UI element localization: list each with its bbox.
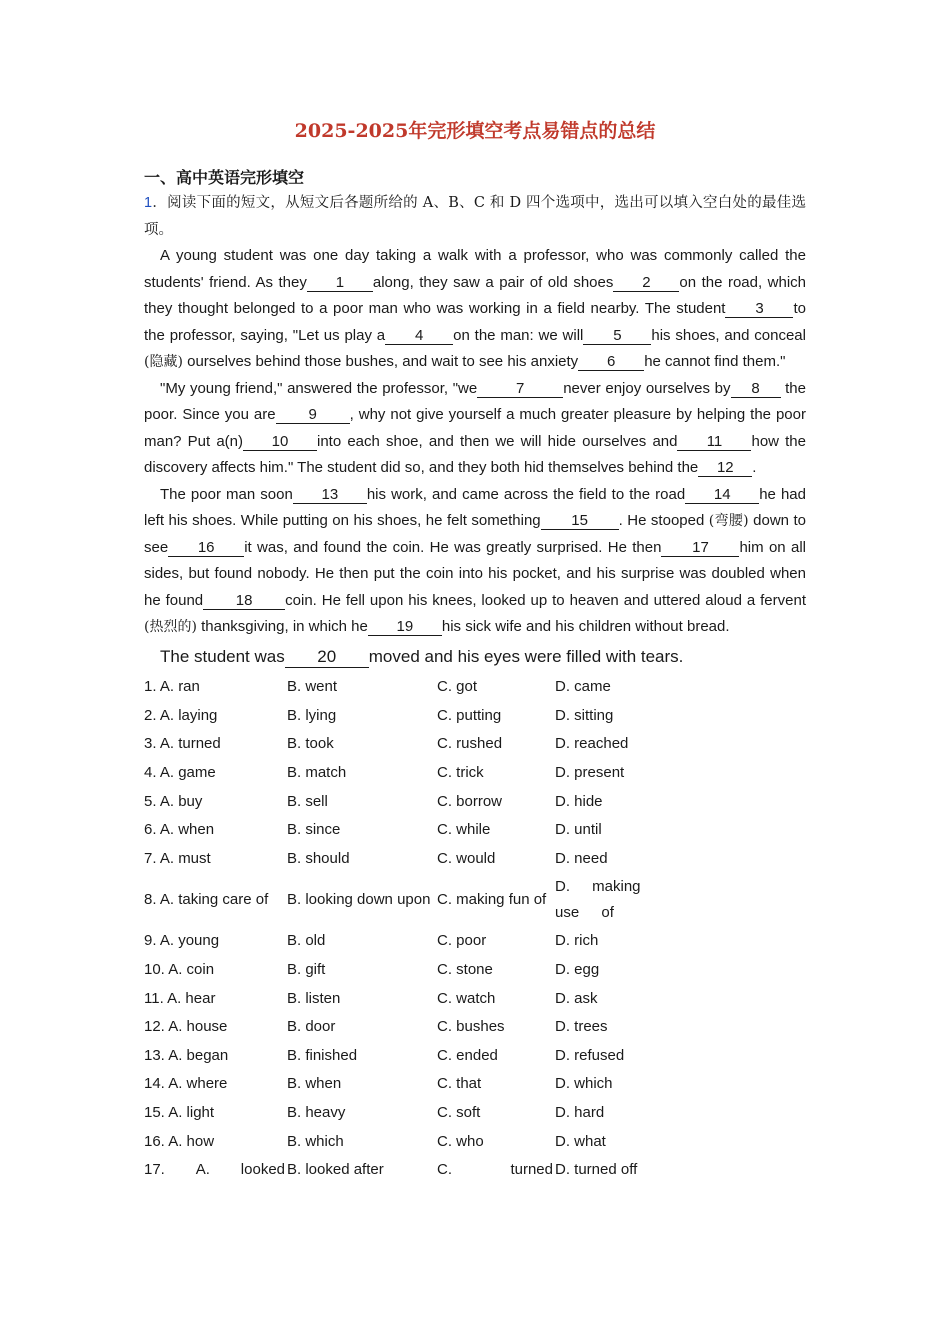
- passage-paragraph-1: A young student was one day taking a walk with a professor, who was commonly called the students' friend. As they 1 along, they saw a pair of old shoes 2 on the road, which they thought belonged to a poor man who was working in a field nearby. The student 3 to the professor, saying, "Let us play a 4 on the man: we will 5 his shoes, and conceal (隐藏) ourselves behind those bushes, and wait to see his anxiety 6 he cannot find them.": [144, 247, 807, 370]
- option-row: [144, 815, 806, 844]
- option-row: [144, 1041, 806, 1070]
- option-row: [144, 873, 806, 927]
- option-a[interactable]: 6. A. when: [144, 821, 215, 839]
- document-content: [144, 166, 806, 1184]
- option-a[interactable]: 2. A. laying: [144, 706, 218, 724]
- option-b[interactable]: B. door: [287, 1018, 336, 1036]
- option-d[interactable]: D. reached: [555, 735, 629, 753]
- blank-6[interactable]: 6: [578, 354, 644, 371]
- option-c[interactable]: C. turned: [437, 1161, 553, 1179]
- blank-13[interactable]: 13: [293, 487, 367, 504]
- section-heading: 一、高中英语完形填空: [144, 168, 305, 187]
- question-number: 1: [144, 195, 153, 211]
- option-c[interactable]: C. who: [437, 1132, 484, 1150]
- option-b[interactable]: B. finished: [287, 1046, 358, 1064]
- option-c[interactable]: C. would: [437, 849, 496, 867]
- option-a[interactable]: 9. A. young: [144, 932, 220, 950]
- blank-19[interactable]: 19: [368, 619, 442, 636]
- option-d[interactable]: D. making use of: [555, 877, 641, 921]
- option-d[interactable]: D. hide: [555, 792, 603, 810]
- blank-1[interactable]: 1: [307, 275, 373, 292]
- option-c[interactable]: C. putting: [437, 706, 502, 724]
- option-d[interactable]: D. what: [555, 1132, 606, 1150]
- option-d[interactable]: D. sitting: [555, 706, 614, 724]
- option-b[interactable]: B. went: [287, 678, 338, 696]
- option-row: [144, 844, 806, 873]
- option-d[interactable]: D. trees: [555, 1018, 608, 1036]
- option-b[interactable]: B. looking down upon: [287, 891, 431, 909]
- option-b[interactable]: B. since: [287, 821, 341, 839]
- option-c[interactable]: C. stone: [437, 961, 493, 979]
- option-a[interactable]: 14. A. where: [144, 1075, 228, 1093]
- option-c[interactable]: C. got: [437, 678, 478, 696]
- option-c[interactable]: C. poor: [437, 932, 487, 950]
- blank-17[interactable]: 17: [661, 540, 739, 557]
- option-b[interactable]: B. listen: [287, 989, 341, 1007]
- blank-3[interactable]: 3: [725, 301, 793, 318]
- option-d[interactable]: D. rich: [555, 932, 599, 950]
- option-c[interactable]: C. making fun of: [437, 891, 547, 909]
- option-d[interactable]: D. hard: [555, 1104, 605, 1122]
- option-b[interactable]: B. old: [287, 932, 326, 950]
- option-b[interactable]: B. lying: [287, 706, 337, 724]
- option-row: [144, 1098, 806, 1127]
- blank-14[interactable]: 14: [685, 487, 759, 504]
- blank-12[interactable]: 12: [698, 460, 752, 477]
- option-b[interactable]: B. heavy: [287, 1104, 346, 1122]
- option-a[interactable]: 10. A. coin: [144, 961, 215, 979]
- option-a[interactable]: 13. A. began: [144, 1046, 229, 1064]
- option-a[interactable]: 16. A. how: [144, 1132, 215, 1150]
- option-a[interactable]: 11. A. hear: [144, 989, 216, 1007]
- option-a[interactable]: 5. A. buy: [144, 792, 203, 810]
- option-row: [144, 758, 806, 787]
- option-row: [144, 1155, 806, 1184]
- option-c[interactable]: C. rushed: [437, 735, 503, 753]
- option-row: [144, 927, 806, 956]
- blank-4[interactable]: 4: [385, 328, 453, 345]
- option-b[interactable]: B. sell: [287, 792, 328, 810]
- option-d[interactable]: D. ask: [555, 989, 598, 1007]
- option-row: [144, 955, 806, 984]
- blank-15[interactable]: 15: [541, 513, 619, 530]
- option-row: [144, 701, 806, 730]
- option-b[interactable]: B. should: [287, 849, 350, 867]
- question-prompt: 1．阅读下面的短文，从短文后各题所给的 A、B、C 和 D 四个选项中，选出可以填入空白处的最佳选项。: [144, 195, 806, 238]
- option-a[interactable]: 8. A. taking care of: [144, 891, 269, 909]
- option-a[interactable]: 1. A. ran: [144, 678, 200, 696]
- blank-16[interactable]: 16: [168, 540, 244, 557]
- option-row: [144, 984, 806, 1013]
- option-b[interactable]: B. gift: [287, 961, 326, 979]
- blank-11[interactable]: 11: [677, 434, 751, 451]
- passage: [144, 243, 806, 672]
- option-d[interactable]: D. until: [555, 821, 602, 839]
- passage-paragraph-3: The poor man soon 13 his work, and came across the field to the road 14 he had left his shoes. While putting on his shoes, he felt something 15 . He stooped (弯腰) down to see 16 it was, and found the coin. He was greatly surprised. He then 17 him on all sides, but found nobody. He then put the coin into his pocket, and his surprise was doubled when he found 18 coin. He fell upon his knees, looked up to heaven and uttered aloud a fervent (热烈的) thanksgiving, in which he 19 his sick wife and his children without bread.: [144, 485, 806, 635]
- option-d[interactable]: D. turned off: [555, 1161, 638, 1179]
- option-c[interactable]: C. watch: [437, 989, 496, 1007]
- option-b[interactable]: B. which: [287, 1132, 344, 1150]
- passage-paragraph-2: "My young friend," answered the professor, "we 7 never enjoy ourselves by 8 the poor. Since you are 9 , why not give yourself a much greater pleasure by helping the poor man? Put a(n) 10 into each shoe, and then we will hide ourselves and 11 how the discovery affects him." The student did so, and they both hid themselves behind the 12 .: [144, 379, 806, 476]
- option-b[interactable]: B. took: [287, 735, 334, 753]
- option-b[interactable]: B. match: [287, 764, 347, 782]
- blank-7[interactable]: 7: [477, 381, 563, 398]
- blank-2[interactable]: 2: [613, 275, 679, 292]
- option-row: [144, 787, 806, 816]
- blank-8[interactable]: 8: [731, 381, 781, 398]
- option-a[interactable]: 17. A. looked: [144, 1161, 285, 1179]
- blank-9[interactable]: 9: [276, 407, 350, 424]
- option-a[interactable]: 3. A. turned: [144, 735, 221, 753]
- blank-10[interactable]: 10: [243, 434, 317, 451]
- option-c[interactable]: C. borrow: [437, 792, 503, 810]
- blank-18[interactable]: 18: [203, 593, 285, 610]
- option-d[interactable]: D. egg: [555, 961, 600, 979]
- option-c[interactable]: C. ended: [437, 1046, 498, 1064]
- option-b[interactable]: B. when: [287, 1075, 342, 1093]
- options-table: [144, 673, 806, 1185]
- option-a[interactable]: 7. A. must: [144, 849, 211, 867]
- option-row: [144, 730, 806, 759]
- option-row: [144, 1012, 806, 1041]
- option-row: [144, 673, 806, 702]
- option-c[interactable]: C. while: [437, 821, 491, 839]
- blank-20[interactable]: 20: [285, 647, 369, 668]
- option-c[interactable]: C. bushes: [437, 1018, 505, 1036]
- option-a[interactable]: 15. A. light: [144, 1104, 215, 1122]
- option-a[interactable]: 12. A. house: [144, 1018, 228, 1036]
- option-c[interactable]: C. soft: [437, 1104, 481, 1122]
- option-c[interactable]: C. that: [437, 1075, 482, 1093]
- option-b[interactable]: B. looked after: [287, 1161, 384, 1179]
- option-d[interactable]: D. refused: [555, 1046, 625, 1064]
- option-d[interactable]: D. came: [555, 678, 611, 696]
- option-row: [144, 1127, 806, 1156]
- option-c[interactable]: C. trick: [437, 764, 484, 782]
- option-d[interactable]: D. which: [555, 1075, 613, 1093]
- option-d[interactable]: D. present: [555, 764, 625, 782]
- option-d[interactable]: D. need: [555, 849, 608, 867]
- blank-5[interactable]: 5: [583, 328, 651, 345]
- document-title: 2025-2025年完形填空考点易错点的总结: [294, 120, 656, 142]
- option-a[interactable]: 4. A. game: [144, 764, 216, 782]
- option-row: [144, 1070, 806, 1099]
- passage-paragraph-4: The student was 20 moved and his eyes were filled with tears.: [160, 646, 684, 666]
